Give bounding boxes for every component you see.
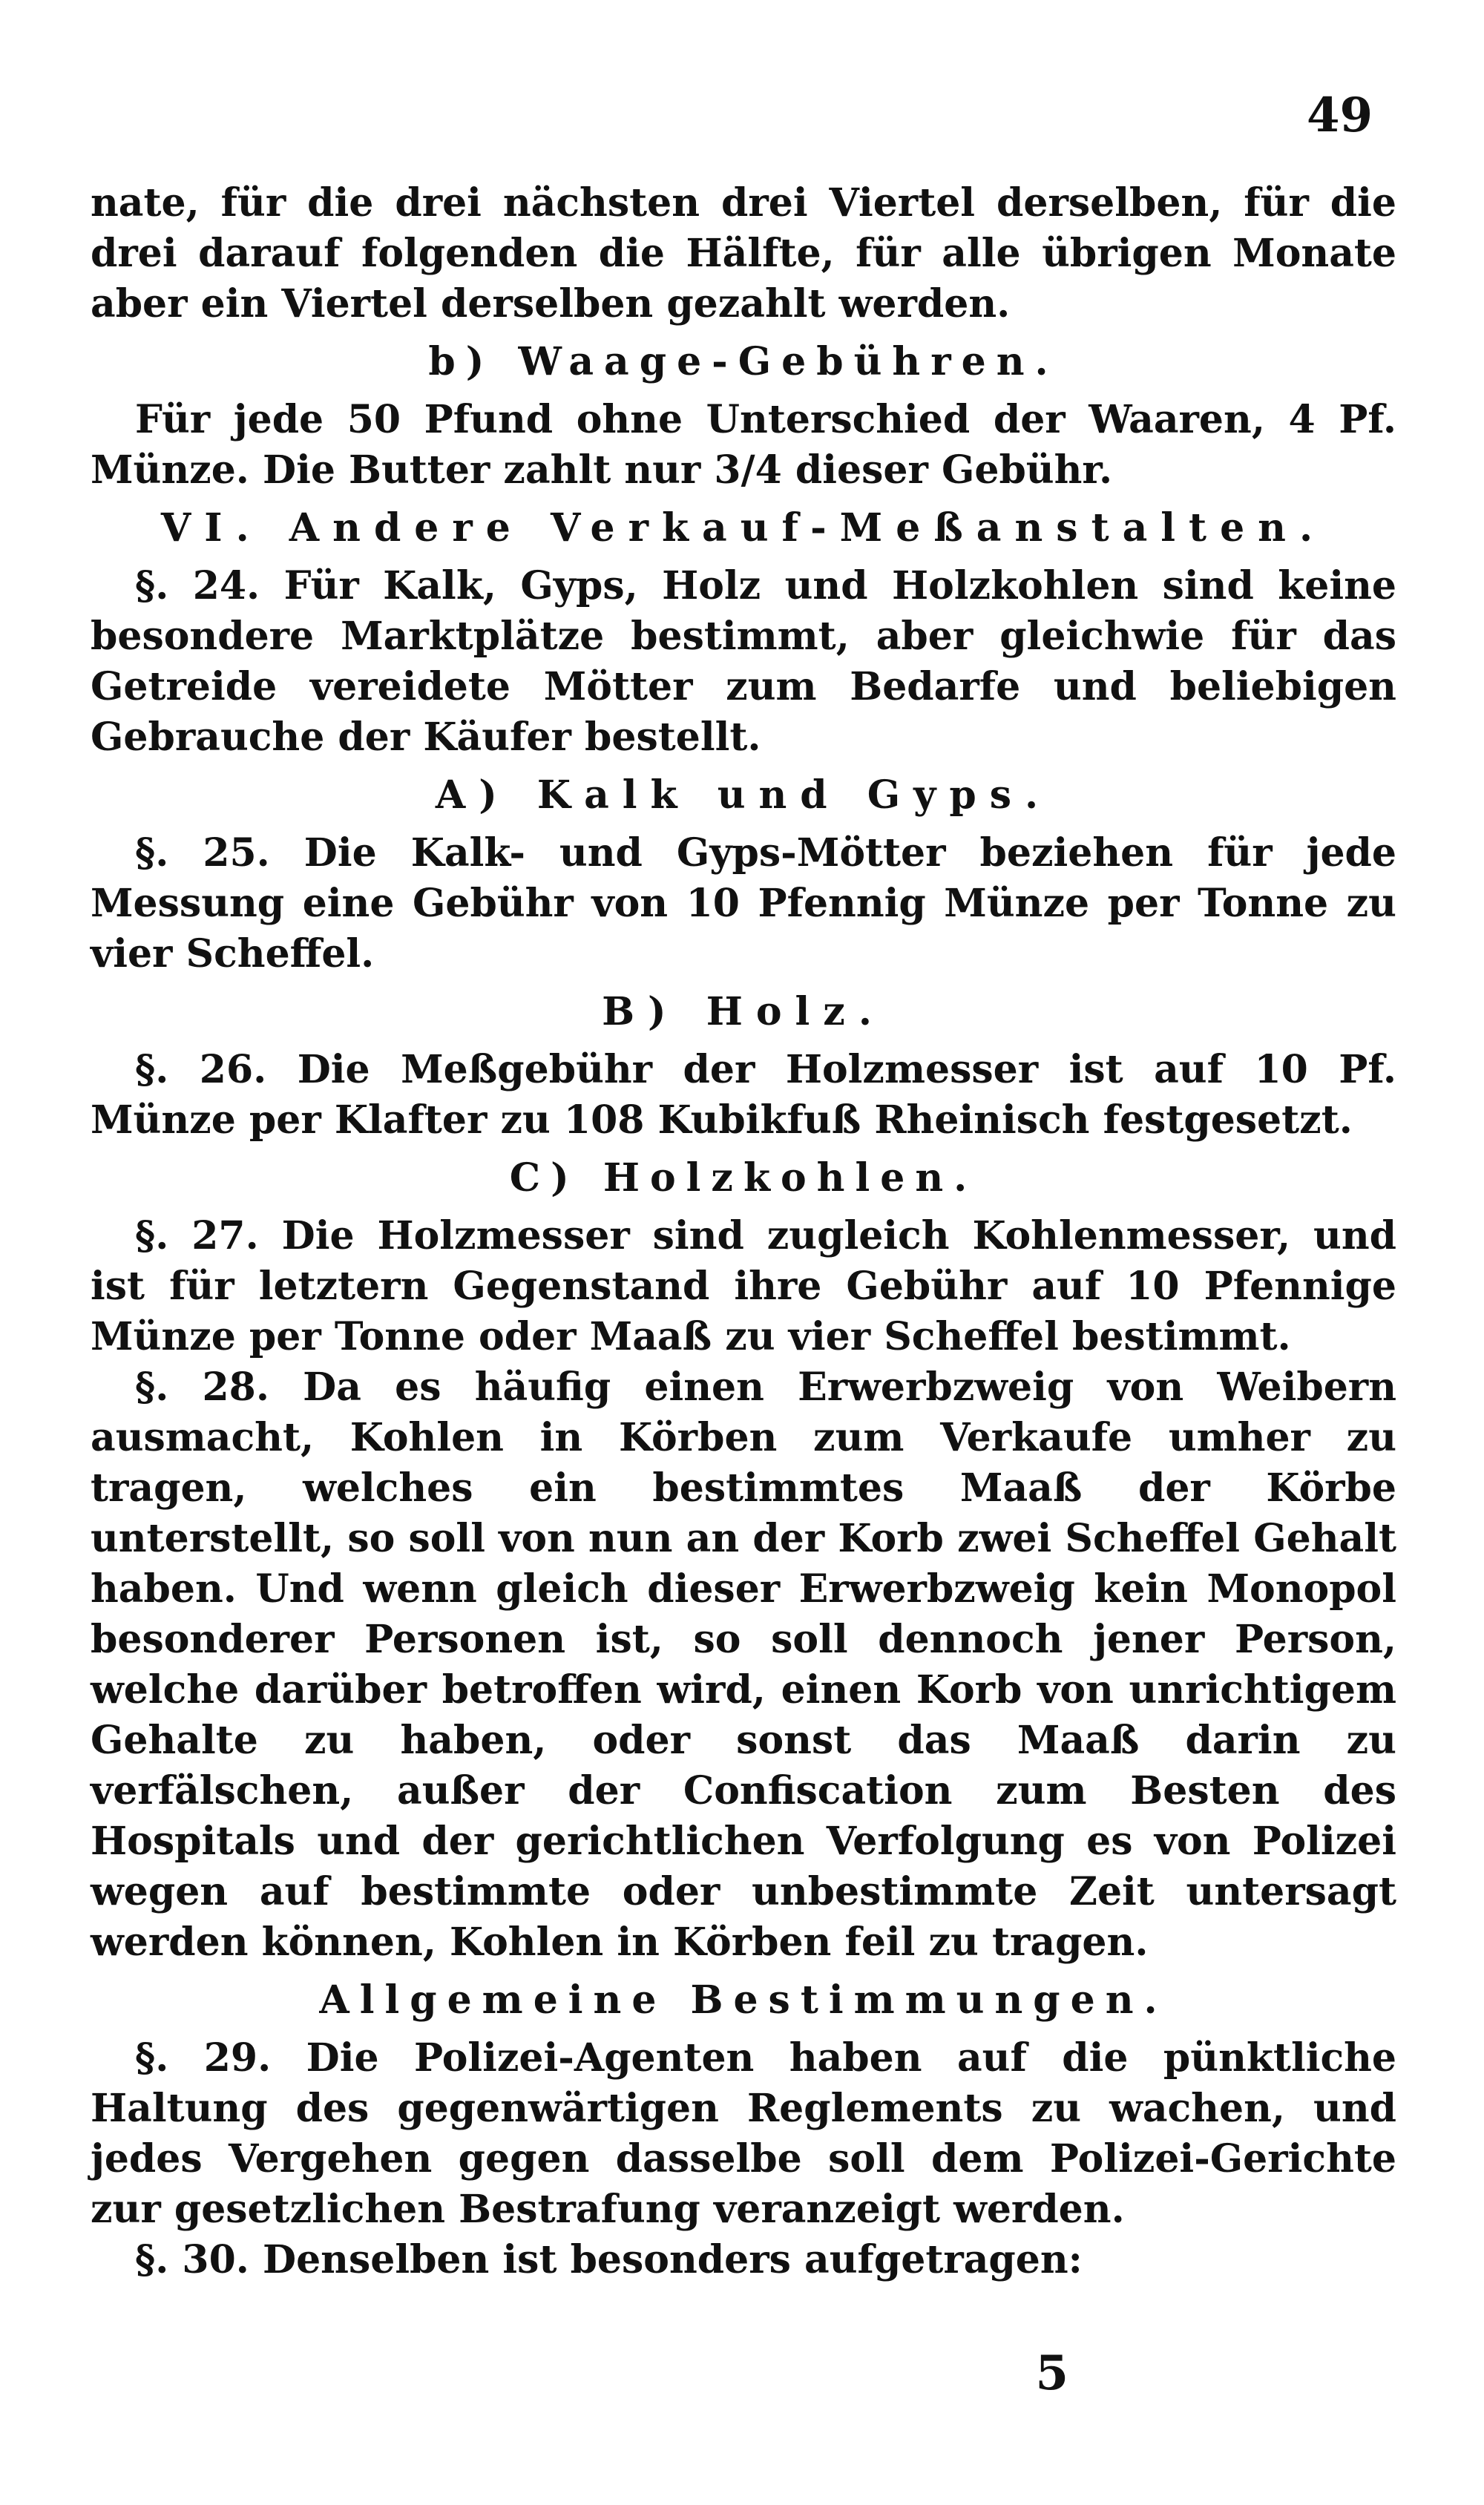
heading-waage-gebuehren: b) Waage-Gebühren. [428,339,1059,384]
paragraph-26: §. 26. Die Meßgebühr der Holzmesser ist auf 10 Pf. Münze per Klafter zu 108 Kubikfuß Rheinisch festgesetzt. [91,1047,1396,1143]
paragraph-waage: Für jede 50 Pfund ohne Unterschied der Waaren, 4 Pf. Münze. Die Butter zahlt nur 3/4 dieser Gebühr. [91,397,1396,493]
heading-section-vi: VI. Andere Verkauf-Meßanstalten. [160,505,1327,551]
main-text [91,178,1396,2285]
paragraph-24: §. 24. Für Kalk, Gyps, Holz und Holzkohlen sind keine besondere Marktplätze bestimmt, aber gleichwie für das Getreide vereidete Mötter zum Bedarfe und beliebigen Gebrauche der Käufer bestellt. [91,563,1396,760]
paragraph-25: §. 25. Die Kalk- und Gyps-Mötter beziehen für jede Messung eine Gebühr von 10 Pfennig Münze per Tonne zu vier Scheffel. [91,830,1396,976]
paragraph-29: §. 29. Die Polizei-Agenten haben auf die pünktliche Haltung des gegenwärtigen Reglements zu wachen, und jedes Vergehen gegen dasselbe soll dem Polizei-Gerichte zur gesetzlichen Bestrafung veranzeigt werden. [91,2035,1396,2232]
heading-allgemeine-bestimmungen: Allgemeine Bestimmungen. [319,1977,1168,2023]
heading-holzkohlen: C) Holzkohlen. [509,1155,978,1201]
heading-holz: B) Holz. [602,989,885,1034]
paragraph-continuation: nate, für die drei nächsten drei Viertel derselben, für die drei darauf folgenden die Hälfte, für alle übrigen Monate aber ein Viertel derselben gezahlt werden. [91,180,1396,326]
paragraph-28: §. 28. Da es häufig einen Erwerbzweig von Weibern ausmacht, Kohlen in Körben zum Verkaufe umher zu tragen, welches ein bestimmtes Maaß der Körbe unterstellt, so soll von nun an der Korb zwei Scheffel Gehalt haben. Und wenn gleich dieser Erwerbzweig kein Monopol besonderer Personen ist, so soll dennoch jener Person, welche darüber betroffen wird, einen Korb von unrichtigem Gehalte zu haben, oder sonst das Maaß darin zu verfälschen, außer der Confiscation zum Besten des Hospitals und der gerichtlichen Verfolgung es von Polizei wegen auf bestimmte oder unbestimmte Zeit untersagt werden können, Kohlen in Körben feil zu tragen. [91,1365,1396,1965]
page-number: 49 [1306,88,1373,143]
paragraph-30: §. 30. Denselben ist besonders aufgetragen: [135,2237,1083,2282]
paragraph-27: §. 27. Die Holzmesser sind zugleich Kohlenmesser, und ist für letztern Gegenstand ihre Gebühr auf 10 Pfennige Münze per Tonne oder Maaß zu vier Scheffel bestimmt. [91,1213,1396,1359]
heading-kalk-gyps: A) Kalk und Gyps. [435,772,1052,818]
signature-mark: 5 [1035,2345,1068,2401]
